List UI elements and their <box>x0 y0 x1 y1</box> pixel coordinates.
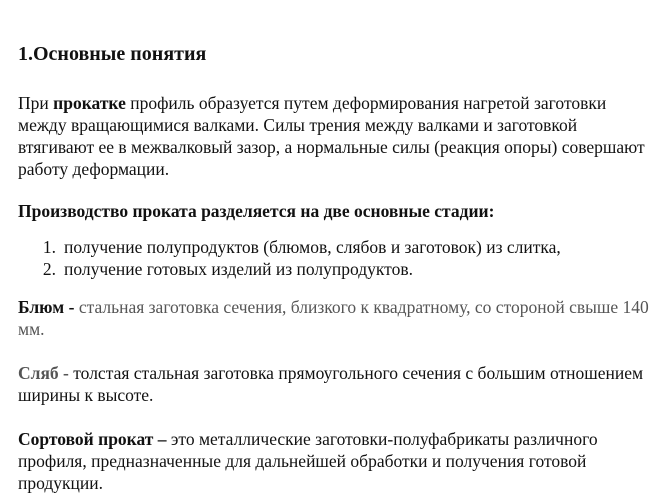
intro-text: профиль образуется путем деформирования нагретой заготовки между вращающимися валками. Силы трения между валками и заготовкой втягивают ее в межвалковый зазор, а нормальные силы (реакция опоры) совершают работу деформации. <box>18 93 645 179</box>
document-page <box>18 40 654 494</box>
definition-blum-text: стальная заготовка сечения, близкого к квадратному, со стороной свыше 140 мм. <box>18 297 649 339</box>
list-item-text: получение полупродуктов (блюмов, слябов и заготовок) из слитка, <box>64 237 561 257</box>
definition-blum-term: Блюм - <box>18 297 75 317</box>
stages-list <box>18 236 654 280</box>
definition-blum <box>18 296 654 340</box>
stages-heading-text: Производство проката разделяется на две основные стадии: <box>18 201 495 221</box>
definition-sort <box>18 428 654 494</box>
section-heading: 1.Основные понятия <box>18 43 207 65</box>
list-item-number: 2. <box>42 259 56 279</box>
definition-slyab-term: Сляб - <box>18 363 69 383</box>
list-item <box>18 258 654 280</box>
intro-paragraph <box>18 92 654 180</box>
list-item-number: 1. <box>42 237 56 257</box>
list-item-text: получение готовых изделий из полупродуктов. <box>64 259 413 279</box>
intro-prefix: При <box>18 93 54 113</box>
intro-term: прокатке <box>53 93 126 113</box>
list-item <box>18 236 654 258</box>
definition-slyab-text: толстая стальная заготовка прямоугольного сечения с большим отношением ширины к высоте. <box>18 363 644 405</box>
stages-heading <box>18 200 654 222</box>
definition-slyab <box>18 362 654 406</box>
definition-sort-text: это металлические заготовки-полуфабрикаты различного профиля, предназначенные для дальнейшей обработки и получения готовой продукции. <box>18 429 598 493</box>
definition-sort-term: Сортовой прокат – <box>18 429 167 449</box>
